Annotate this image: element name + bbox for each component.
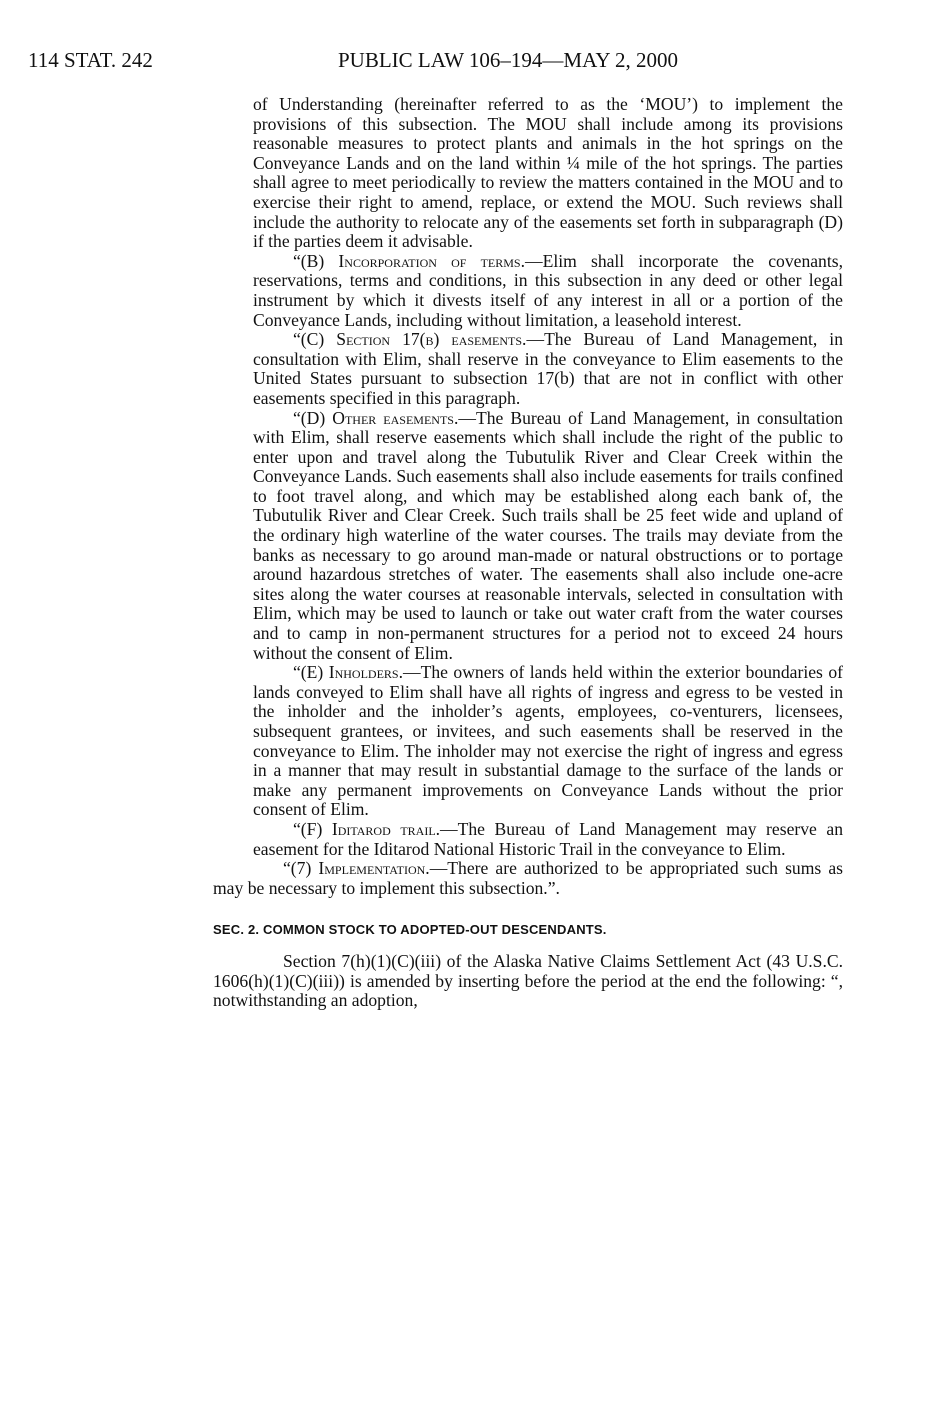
paragraph-e-lead: “(E)	[293, 662, 329, 683]
paragraph-f-lead: “(F)	[293, 818, 332, 839]
paragraph-e	[253, 663, 843, 820]
paragraph-e-heading: Inholders.	[328, 662, 403, 683]
paragraph-f	[253, 820, 843, 859]
section-2-text: Section 7(h)(1)(C)(iii) of the Alaska Native Claims Settlement Act (43 U.S.C. 1606(h)(1)(C)(iii)) is amended by inserting before the period at the end the following: “, notwithstanding an adoption,	[213, 950, 843, 1011]
paragraph-d-text: —The Bureau of Land Management, in consultation with Elim, shall reserve easements which shall include the right of the public to enter upon and travel along the Tubutulik River and Clear Creek within the Conveyance Lands. Such easements shall also include easements for trails confined to foot travel along, and which may be established along each bank of, the Tubutulik River and Clear Creek. Such trails shall be 25 feet wide and upland of the ordinary high waterline of the water courses. The trails may deviate from the banks as necessary to go around man-made or natural obstructions or to portage around hazardous stretches of water. The easements shall also include one-acre sites along the water courses at reasonable intervals, selected in consultation with Elim, which may be used to launch or take out water craft from the water courses and to camp in non-permanent structures for a period not to exceed 24 hours without the consent of Elim.	[253, 407, 843, 663]
paragraph-c-heading: Section 17(b) easements.	[336, 329, 527, 350]
paragraph-c-text: —The Bureau of Land Management, in consultation with Elim, shall reserve in the conveyance to Elim easements to the United States pursuant to subsection 17(b) that are not in conflict with other easements specified in this paragraph.	[253, 329, 843, 408]
subparagraph-block	[213, 95, 843, 859]
running-head: PUBLIC LAW 106–194—MAY 2, 2000	[338, 48, 678, 72]
paragraph-b	[253, 252, 843, 330]
paragraph-d-heading: Other easements.	[332, 407, 459, 428]
paragraph-7	[213, 859, 843, 898]
paragraph-d-lead: “(D)	[293, 407, 333, 428]
paragraph-b-text: —Elim shall incorporate the covenants, reservations, terms and conditions, in this subsection in any deed or other legal instrument by which it divests itself of any interest in all or a portion of the Conveyance Lands, including without limitation, a leasehold interest.	[253, 250, 843, 330]
paragraph-d	[253, 409, 843, 664]
paragraph-7-heading: Implementation.	[318, 858, 430, 879]
paragraph-intro: of Understanding (hereinafter referred to as the ‘MOU’) to implement the provisions of this subsection. The MOU shall include among its provisions reasonable measures to protect plants and animals in the hot springs on the Conveyance Lands and on the land within ¼ mile of the hot springs. The parties shall agree to meet periodically to review the matters contained in the MOU and to exercise their right to amend, replace, or extend the MOU. Such reviews shall include the authority to relocate any of the easements set forth in subparagraph (D) if the parties deem it advisable.	[253, 94, 843, 252]
statute-page-number: 114 STAT. 242	[28, 48, 153, 72]
paragraph-e-text: —The owners of lands held within the exterior boundaries of lands conveyed to Elim shall have all rights of ingress and egress to be vested in the inholder and the inholder’s agents, employees, co-venturers, licensees, subsequent grantees, or invitees, and such easements shall be reserved in the conveyance to Elim. The inholder may not exercise the right of ingress and egress in a manner that may result in substantial damage to the surface of the lands or make any permanent improvements on Conveyance Lands without the prior consent of Elim.	[253, 662, 843, 820]
body-text	[213, 95, 843, 1011]
paragraph-b-heading: Incorporation of terms.	[338, 250, 526, 271]
paragraph-c-lead: “(C)	[293, 329, 337, 350]
section-2-heading: SEC. 2. COMMON STOCK TO ADOPTED-OUT DESCENDANTS.	[213, 922, 607, 938]
paragraph-f-text: —The Bureau of Land Management may reserve an easement for the Iditarod National Historic Trail in the conveyance to Elim.	[253, 818, 844, 859]
page-header	[28, 48, 911, 78]
paragraph-f-heading: Iditarod trail.	[331, 818, 441, 839]
paragraph-block	[213, 859, 843, 1011]
paragraph-c	[253, 330, 843, 408]
paragraph-7-text: —There are authorized to be appropriated such sums as may be necessary to implement this subsection.”.	[213, 858, 843, 898]
paragraph-7-lead: “(7)	[283, 858, 319, 879]
paragraph-b-lead: “(B)	[293, 250, 339, 271]
